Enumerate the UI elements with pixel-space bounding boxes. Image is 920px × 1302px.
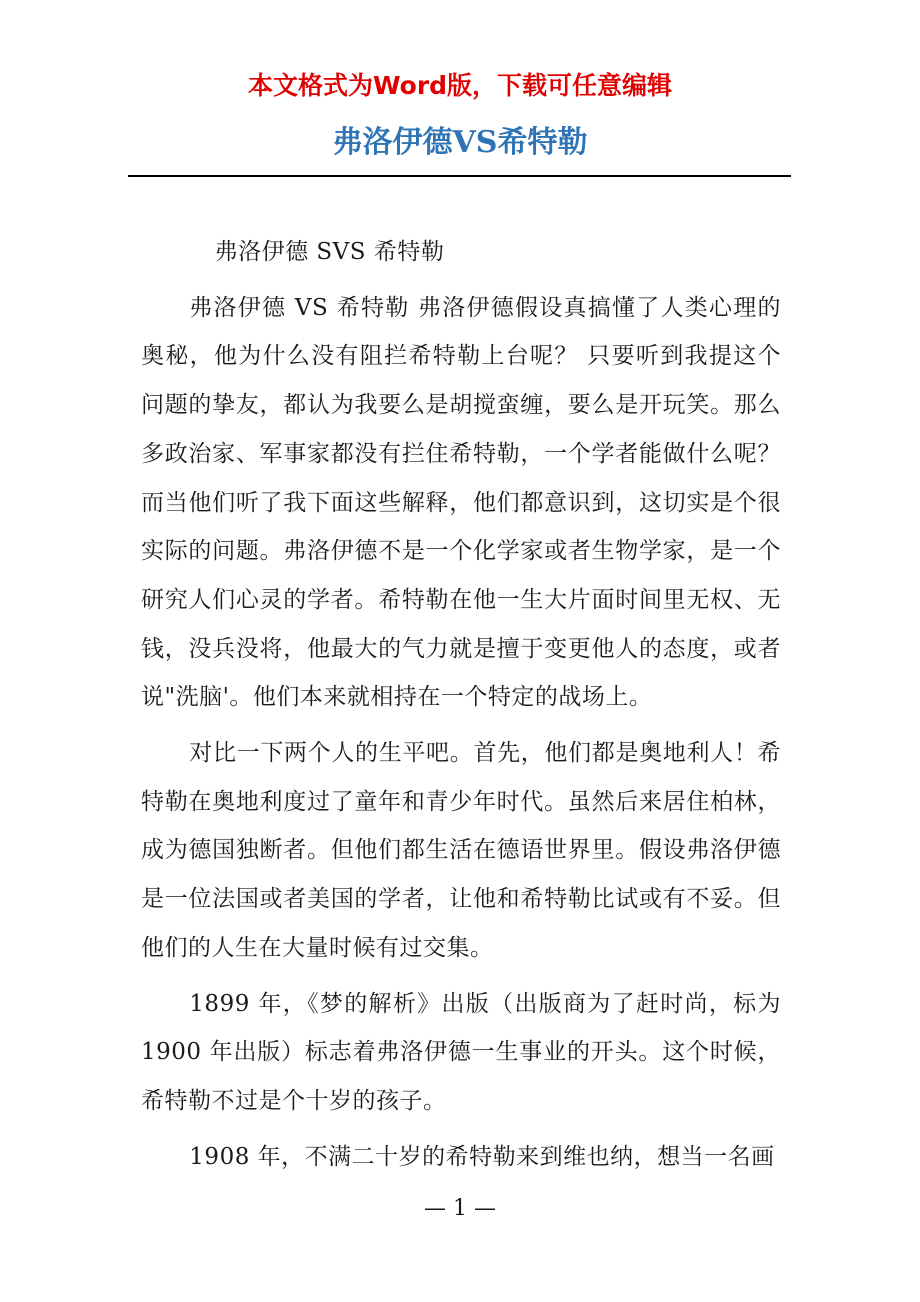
document-title: 弗洛伊德VS希特勒 <box>332 125 588 160</box>
document-body <box>141 228 781 1181</box>
paragraph: 1899 年，《梦的解析》出版（出版商为了赶时尚，标为 1900 年出版）标志着弗洛伊德一生事业的开头。这个时候，希特勒不过是个十岁的孩子。 <box>141 990 781 1114</box>
subtitle-line: 弗洛伊德 SVS 希特勒 <box>214 239 445 265</box>
title-divider <box>128 175 791 177</box>
paragraph: 弗洛伊德 VS 希特勒 弗洛伊德假设真搞懂了人类心理的奥秘，他为什么没有阻拦希特勒上台呢？ 只要听到我提这个问题的挚友，都认为我要么是胡搅蛮缠，要么是开玩笑。那么多政治家、军事家都没有拦住希特勒，一个学者能做什么呢？ 而当他们听了我下面这些解释，他们都意识到，这切实是个很实际的问题。弗洛伊德不是一个化学家或者生物学家，是一个研究人们心灵的学者。希特勒在他一生大片面时间里无权、无钱，没兵没将，他最大的气力就是擅于变更他人的态度，或者说"洗脑'。他们本来就相持在一个特定的战场上。 <box>141 294 781 711</box>
paragraph: 对比一下两个人的生平吧。首先，他们都是奥地利人！希特勒在奥地利度过了童年和青少年时代。虽然后来居住柏林，成为德国独断者。但他们都生活在德语世界里。假设弗洛伊德是一位法国或者美国的学者，让他和希特勒比试或有不妥。但他们的人生在大量时候有过交集。 <box>141 740 781 961</box>
paragraph: 1908 年，不满二十岁的希特勒来到维也纳，想当一名画 <box>189 1143 775 1170</box>
page-number: — 1 — <box>424 1196 496 1221</box>
download-banner: 本文格式为Word版，下载可任意编辑 <box>247 71 673 100</box>
